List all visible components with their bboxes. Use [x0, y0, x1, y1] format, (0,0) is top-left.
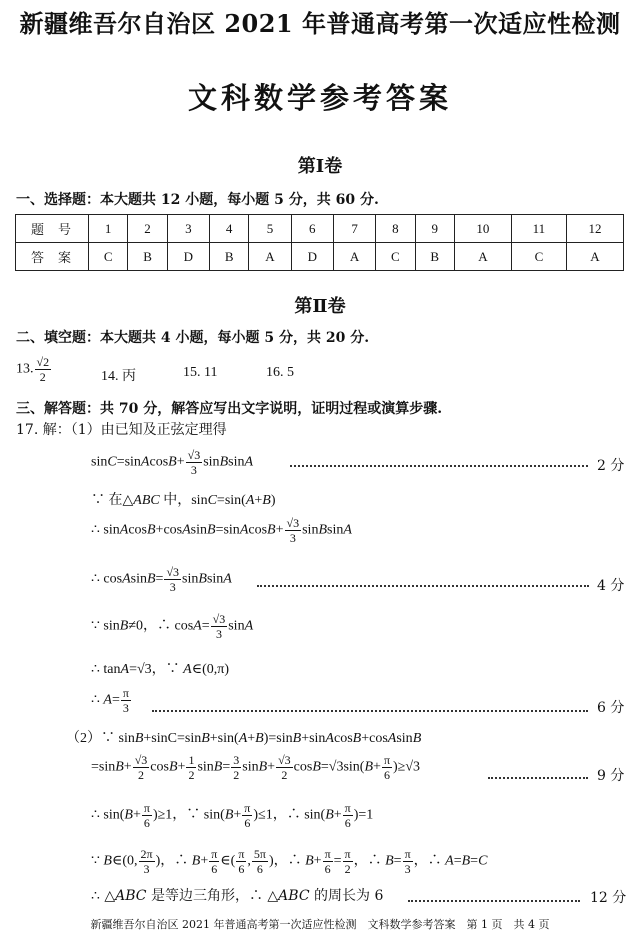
- solution-line-12: ∴ △ABC 是等边三角形，∴ △ABC 的周长为 6: [91, 888, 384, 904]
- choice-section-title: 一、选择题：本大题共 12 小题，每小题 5 分，共 60 分.: [16, 192, 379, 208]
- solution-line-9: =sinB+ $\frac{√3}{2}$ cosB+ $\frac{1}{2}$ sinB= $\frac{3}{2}$ sinB+ $\frac{√3}{2}$ cosB=√3sin(B+ $\frac{\pi}{6}$ )≥√3: [91, 753, 421, 782]
- question-number: 1: [89, 215, 128, 243]
- solve-section-title: 三、解答题：共 70 分，解答应写出文字说明，证明过程或演算步骤.: [16, 401, 443, 417]
- q17-intro: 17. 解：（1）由已知及正弦定理得: [16, 422, 227, 438]
- question-number: 6: [291, 215, 333, 243]
- question-number: 7: [333, 215, 375, 243]
- solution-line-2: ∵ 在△ABC 中，sinC=sin(A+B): [91, 493, 276, 508]
- answer-cell: A: [333, 243, 375, 271]
- q13-fraction: [35, 355, 52, 384]
- q15-answer: 15. 11: [183, 365, 218, 380]
- q13-label: 13.: [16, 361, 34, 377]
- solution-line-5: ∵ sinB≠0，∴ cosA= $\frac{√3}{3}$ sinA: [91, 612, 254, 641]
- row-label-number: 题号: [16, 215, 89, 243]
- part2-heading: 第Ⅱ卷: [294, 296, 346, 317]
- question-number: 11: [511, 215, 566, 243]
- dot-leader: [257, 585, 589, 587]
- dot-leader: [152, 710, 588, 712]
- solution-line-11: ∵ B∈(0, $\frac{2\pi}{3}$ )，∴ B+ $\frac{\pi}{6}$ ∈( $\frac{\pi}{6}$ , $\frac{5\pi}{6}$ )，∴ B+ $\frac{\pi}{6}$ = $\frac{\pi}{2}$ ，∴ B= $\frac{\pi}{3}$ ，∴ A=B=C: [91, 847, 488, 876]
- question-number: 10: [454, 215, 511, 243]
- q13-numerator: √2: [36, 355, 50, 369]
- answer-cell: A: [566, 243, 623, 271]
- score-2: 2 分: [597, 458, 625, 474]
- answer-cell: A: [249, 243, 291, 271]
- answer-cell: C: [376, 243, 415, 271]
- answer-cell: D: [291, 243, 333, 271]
- solution-line-7: ∴ A= $\frac{\pi}{3}$: [91, 686, 129, 715]
- answer-cell: D: [167, 243, 209, 271]
- dot-leader: [488, 777, 588, 779]
- row-label-answer: 答案: [16, 243, 89, 271]
- answer-cell: A: [454, 243, 511, 271]
- solution-line-6: ∴ tanA=√3，∵ A∈(0,π): [91, 662, 229, 677]
- solution-line-1: sinC=sinAcosB+ $\frac{√3}{3}$ sinBsinA: [91, 448, 254, 477]
- question-number: 5: [249, 215, 291, 243]
- answer-table: [15, 214, 624, 271]
- answer-cell: B: [415, 243, 454, 271]
- solution-line-8: （2）∵ sinB+sinC=sinB+sin(A+B)=sinB+sinAcosB+cosAsinB: [66, 731, 422, 746]
- document-subtitle: 文科数学参考答案: [187, 81, 452, 115]
- solution-line-10: ∴ sin(B+ $\frac{\pi}{6}$ )≥1，∵ sin(B+ $\frac{\pi}{6}$ )≤1，∴ sin(B+ $\frac{\pi}{6}$ )=1: [91, 801, 374, 830]
- answer-cell: C: [89, 243, 128, 271]
- solution-line-4: ∴ cosAsinB= $\frac{√3}{3}$ sinBsinA: [91, 565, 232, 594]
- table-row-numbers: [16, 215, 624, 243]
- dot-leader: [290, 465, 588, 467]
- score-6: 6 分: [597, 700, 625, 716]
- question-number: 3: [167, 215, 209, 243]
- dot-leader: [408, 900, 580, 902]
- part1-heading: 第Ⅰ卷: [297, 156, 343, 177]
- fill-section-title: 二、填空题：本大题共 4 小题，每小题 5 分，共 20 分.: [16, 330, 370, 346]
- question-number: 8: [376, 215, 415, 243]
- q16-answer: 16. 5: [266, 365, 294, 380]
- document-title: 新疆维吾尔自治区 2021 年普通高考第一次适应性检测: [19, 9, 621, 38]
- score-9: 9 分: [597, 768, 625, 784]
- q13-denominator: 2: [39, 370, 46, 384]
- page-footer: 新疆维吾尔自治区 2021 年普通高考第一次适应性检测 文科数学参考答案 第 1 页 共 4 页: [90, 918, 550, 931]
- answer-cell: B: [210, 243, 249, 271]
- question-number: 12: [566, 215, 623, 243]
- solution-line-3: ∴ sinAcosB+cosAsinB=sinAcosB+ $\frac{√3}{3}$ sinBsinA: [91, 516, 352, 545]
- fill-answers: [16, 355, 52, 384]
- score-12: 12 分: [590, 890, 627, 906]
- score-4: 4 分: [597, 578, 625, 594]
- question-number: 4: [210, 215, 249, 243]
- answer-cell: C: [511, 243, 566, 271]
- answer-cell: B: [128, 243, 167, 271]
- q14-answer: 14. 丙: [101, 369, 136, 384]
- question-number: 2: [128, 215, 167, 243]
- table-row-answers: [16, 243, 624, 271]
- question-number: 9: [415, 215, 454, 243]
